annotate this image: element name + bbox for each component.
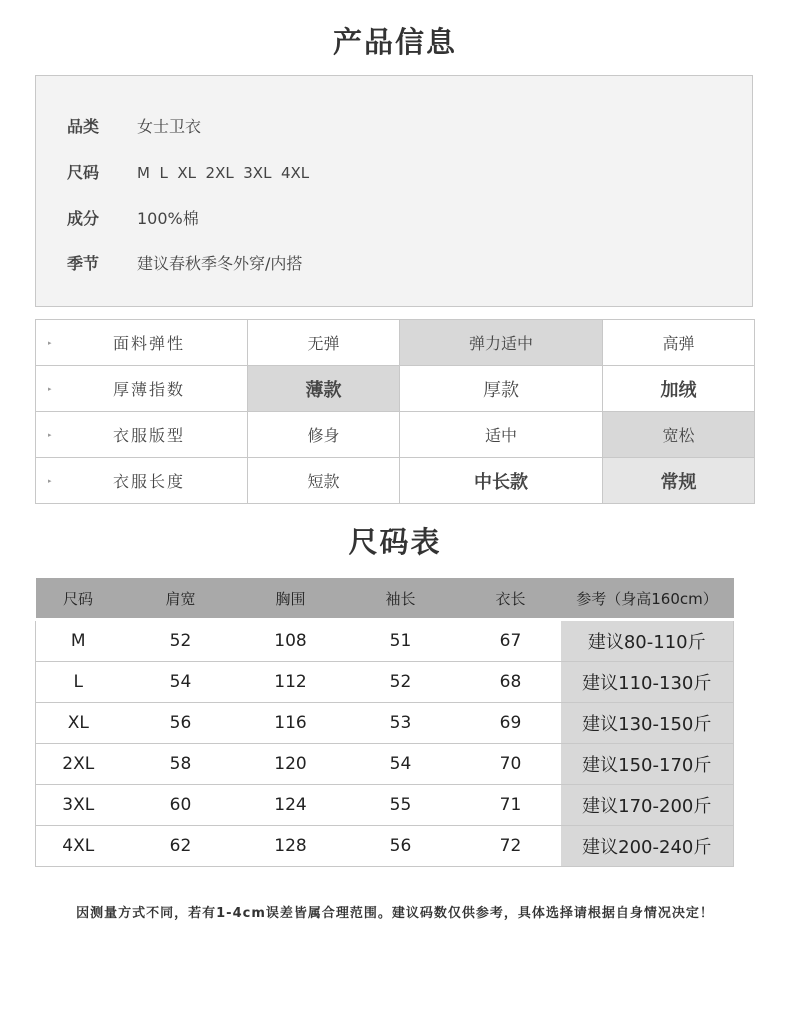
- header-cell: 衣长: [461, 578, 561, 620]
- size-chart-table: [35, 578, 734, 867]
- size-cell: M: [36, 620, 121, 662]
- attr-label: ▸ 衣服长度: [36, 458, 248, 504]
- value-cell: 54: [341, 744, 461, 785]
- info-row-sizes: [67, 160, 309, 183]
- header-cell: 参考（身高160cm）: [561, 578, 734, 620]
- reference-cell: 建议80-110斤: [561, 620, 734, 662]
- table-row: [36, 826, 734, 867]
- header-cell: 袖长: [341, 578, 461, 620]
- size-cell: 3XL: [36, 785, 121, 826]
- arrow-icon: ▸: [48, 338, 52, 347]
- info-value: M L XL 2XL 3XL 4XL: [137, 164, 310, 182]
- info-key: 季节: [67, 254, 100, 273]
- value-cell: 120: [241, 744, 341, 785]
- attr-row-elasticity: [36, 320, 755, 366]
- attr-option: 高弹: [603, 320, 755, 366]
- table-row: [36, 620, 734, 662]
- attr-label: ▸ 厚薄指数: [36, 366, 248, 412]
- product-info-panel: [35, 75, 753, 307]
- size-cell: L: [36, 662, 121, 703]
- value-cell: 124: [241, 785, 341, 826]
- value-cell: 52: [121, 620, 241, 662]
- reference-cell: 建议170-200斤: [561, 785, 734, 826]
- attribute-table: [35, 319, 755, 504]
- table-row: [36, 744, 734, 785]
- attr-option-selected: 薄款: [248, 366, 400, 412]
- size-cell: 4XL: [36, 826, 121, 867]
- size-cell: XL: [36, 703, 121, 744]
- info-value: 女士卫衣: [137, 117, 202, 136]
- measurement-note: 因测量方式不同，若有1-4cm误差皆属合理范围。建议码数仅供参考，具体选择请根据自身情况决定！: [76, 906, 714, 921]
- attr-row-length: [36, 458, 755, 504]
- header-cell: 胸围: [241, 578, 341, 620]
- reference-cell: 建议150-170斤: [561, 744, 734, 785]
- value-cell: 51: [341, 620, 461, 662]
- attr-option: 加绒: [603, 366, 755, 412]
- value-cell: 55: [341, 785, 461, 826]
- table-row: [36, 785, 734, 826]
- attr-option: 无弹: [248, 320, 400, 366]
- arrow-icon: ▸: [48, 476, 52, 485]
- value-cell: 116: [241, 703, 341, 744]
- header-cell: 尺码: [36, 578, 121, 620]
- info-row-season: [67, 251, 302, 274]
- reference-cell: 建议200-240斤: [561, 826, 734, 867]
- size-header-row: [36, 578, 734, 620]
- value-cell: 108: [241, 620, 341, 662]
- size-chart-title: 尺码表: [348, 525, 442, 559]
- value-cell: 62: [121, 826, 241, 867]
- value-cell: 56: [341, 826, 461, 867]
- info-value: 建议春秋季冬外穿/内搭: [137, 254, 303, 273]
- value-cell: 70: [461, 744, 561, 785]
- value-cell: 69: [461, 703, 561, 744]
- attr-option: 短款: [248, 458, 400, 504]
- reference-cell: 建议110-130斤: [561, 662, 734, 703]
- attr-option: 适中: [400, 412, 603, 458]
- value-cell: 67: [461, 620, 561, 662]
- info-row-category: [67, 114, 201, 137]
- value-cell: 58: [121, 744, 241, 785]
- info-key: 成分: [67, 209, 100, 228]
- attr-option: 修身: [248, 412, 400, 458]
- arrow-icon: ▸: [48, 430, 52, 439]
- attr-row-fit: [36, 412, 755, 458]
- info-value: 100%棉: [137, 209, 199, 228]
- info-key: 品类: [67, 117, 100, 136]
- table-row: [36, 662, 734, 703]
- attr-label: ▸ 面料弹性: [36, 320, 248, 366]
- value-cell: 71: [461, 785, 561, 826]
- value-cell: 60: [121, 785, 241, 826]
- attr-option: 厚款: [400, 366, 603, 412]
- value-cell: 53: [341, 703, 461, 744]
- arrow-icon: ▸: [48, 384, 52, 393]
- size-cell: 2XL: [36, 744, 121, 785]
- reference-cell: 建议130-150斤: [561, 703, 734, 744]
- attr-option-selected: 常规: [603, 458, 755, 504]
- value-cell: 56: [121, 703, 241, 744]
- table-row: [36, 703, 734, 744]
- info-row-material: [67, 206, 199, 229]
- value-cell: 52: [341, 662, 461, 703]
- product-info-title: 产品信息: [332, 25, 457, 59]
- attr-label: ▸ 衣服版型: [36, 412, 248, 458]
- attr-option-selected: 宽松: [603, 412, 755, 458]
- attr-row-thickness: [36, 366, 755, 412]
- value-cell: 68: [461, 662, 561, 703]
- value-cell: 112: [241, 662, 341, 703]
- value-cell: 54: [121, 662, 241, 703]
- attr-option-selected: 弹力适中: [400, 320, 603, 366]
- header-cell: 肩宽: [121, 578, 241, 620]
- value-cell: 72: [461, 826, 561, 867]
- info-key: 尺码: [67, 163, 100, 182]
- value-cell: 128: [241, 826, 341, 867]
- attr-option: 中长款: [400, 458, 603, 504]
